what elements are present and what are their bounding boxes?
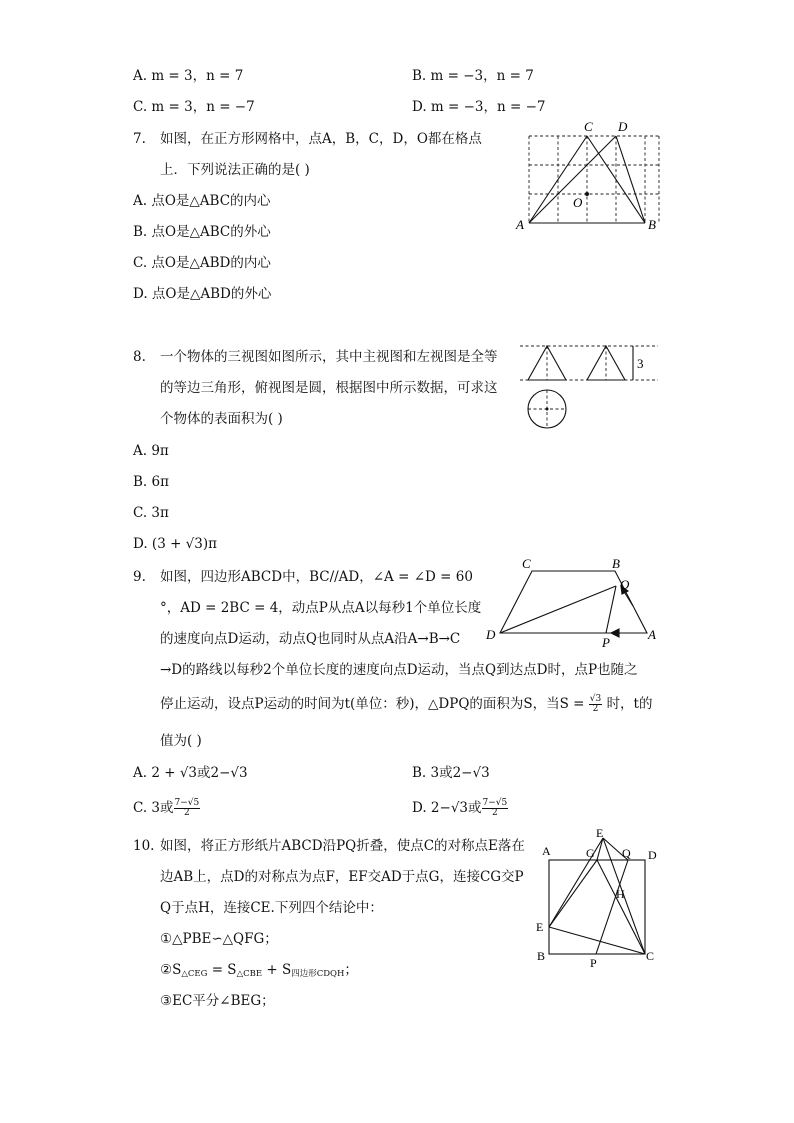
q8-stem-line1: 一个物体的三视图如图所示，其中主视图和左视图是全等 [160, 349, 498, 365]
label-b: B [612, 556, 620, 571]
label-o: O [620, 577, 630, 592]
label-q: Q [622, 846, 631, 860]
q9-option-d[interactable]: D. 2−√3或 $\frac{7-√5}{2}$ [412, 798, 508, 818]
q7-option-d[interactable]: D. 点O是△ABD的外心 [133, 286, 272, 302]
label-c: C [522, 556, 531, 571]
label-h: H [616, 887, 625, 901]
q7-option-b[interactable]: B. 点O是△ABC的外心 [133, 224, 271, 240]
q9-number: 9. [133, 569, 146, 585]
q8-stem-line2: 的等边三角形，俯视图是圆，根据图中所示数据，可求这 [160, 380, 498, 396]
point-o [585, 192, 589, 196]
q8-option-c[interactable]: C. 3π [133, 505, 169, 521]
label-g: G [586, 846, 595, 860]
label-a: A [648, 627, 656, 642]
q10-stem-line1: 如图，将正方形纸片ABCD沿PQ折叠，使点C的对称点E落在 [160, 838, 525, 854]
label-d: D [648, 848, 657, 862]
label-p: P [590, 956, 597, 970]
q9-stem-line5 [160, 694, 653, 714]
q7-number: 7. [133, 131, 146, 147]
segment-pq [596, 860, 628, 954]
q10-stem-line3: Q于点H，连接CE.下列四个结论中： [160, 900, 383, 916]
segment-dq [500, 586, 616, 633]
q10-conclusion-2: $②S_{\triangle CEG} = S_{\triangle CBE} + S_{四边形CDQH}$； [160, 962, 358, 979]
q8-three-views-figure [520, 340, 660, 435]
label-e-top: E [596, 826, 604, 840]
q8-stem-line3: 个物体的表面积为( ) [160, 411, 283, 427]
q9-trapezoid-figure [482, 558, 662, 648]
q9-line5-tail: 时，t的 [606, 696, 653, 712]
q9-stem-line3: 的速度向点D运动，动点Q也同时从点A沿A→B→C [160, 631, 461, 647]
q8-option-d[interactable]: D. (3 + √3)π [133, 536, 218, 552]
q8-number: 8. [133, 349, 146, 365]
dimension-label-3: 3 [637, 356, 644, 371]
q7-stem-line2: 上．下列说法正确的是( ) [160, 162, 310, 178]
q6-option-c[interactable]: C. m = 3，n = −7 [133, 99, 255, 115]
q9-stem-line2: °，AD = 2BC = 4，动点P从点A以每秒1个单位长度 [160, 600, 482, 616]
q9-stem-line4: →D的路线以每秒2个单位长度的速度向点D运动，当点Q到达点D时，点P也随之 [160, 662, 638, 678]
q7-stem-line1: 如图，在正方形网格中，点A，B，C，D，O都在格点 [160, 131, 482, 147]
label-c: C [584, 119, 593, 134]
segment-e-fold [549, 838, 603, 927]
label-a: A [542, 844, 551, 858]
q9-stem-line1: 如图，四边形ABCD中，BC//AD，∠A = ∠D = 60 [160, 569, 473, 585]
label-a: A [516, 217, 524, 232]
q7-grid-figure [515, 118, 665, 233]
segment-qp [606, 586, 616, 633]
segment-ge [597, 838, 603, 860]
q10-conclusion-3: ③EC平分∠BEG； [160, 993, 275, 1009]
q9-sqrt3-over-2: $\frac{√3}{2}$ [589, 694, 602, 714]
q8-option-a[interactable]: A. 9π [133, 443, 169, 459]
q9-line5-text: 停止运动，设点P运动的时间为t(单位：秒)，△DPQ的面积为S，当S = [160, 696, 585, 712]
q10-folding-square-figure [532, 828, 667, 973]
q6-option-b[interactable]: B. m = −3，n = 7 [412, 68, 534, 84]
q9-stem-line6: 值为( ) [160, 733, 202, 749]
label-o: O [573, 195, 583, 210]
q7-option-c[interactable]: C. 点O是△ABD的内心 [133, 255, 271, 271]
grid-lines [529, 136, 659, 223]
label-b: B [648, 217, 656, 232]
label-d: D [618, 119, 628, 134]
q6-option-d[interactable]: D. m = −3，n = −7 [412, 99, 546, 115]
label-p: P [602, 635, 610, 650]
q9-option-c[interactable]: C. 3或 $\frac{7-√5}{2}$ [133, 798, 200, 818]
q9-option-b[interactable]: B. 3或2−√3 [412, 765, 490, 781]
label-b: B [537, 949, 546, 963]
q10-stem-line2: 边AB上，点D的对称点为点F，EF交AD于点G，连接CG交P [160, 869, 524, 885]
q10-conclusion-1: ①△PBE∽△QFG； [160, 931, 278, 947]
label-c: C [646, 949, 655, 963]
segment-gc [597, 860, 645, 954]
q10-number: 10. [133, 838, 155, 854]
q6-option-a[interactable]: A. m = 3，n = 7 [133, 68, 244, 84]
q9-option-a[interactable]: A. 2 + √3或2−√3 [133, 765, 248, 781]
label-d: D [486, 627, 496, 642]
q7-option-a[interactable]: A. 点O是△ABC的内心 [133, 193, 271, 209]
q8-option-b[interactable]: B. 6π [133, 474, 169, 490]
label-e: E [536, 920, 544, 934]
